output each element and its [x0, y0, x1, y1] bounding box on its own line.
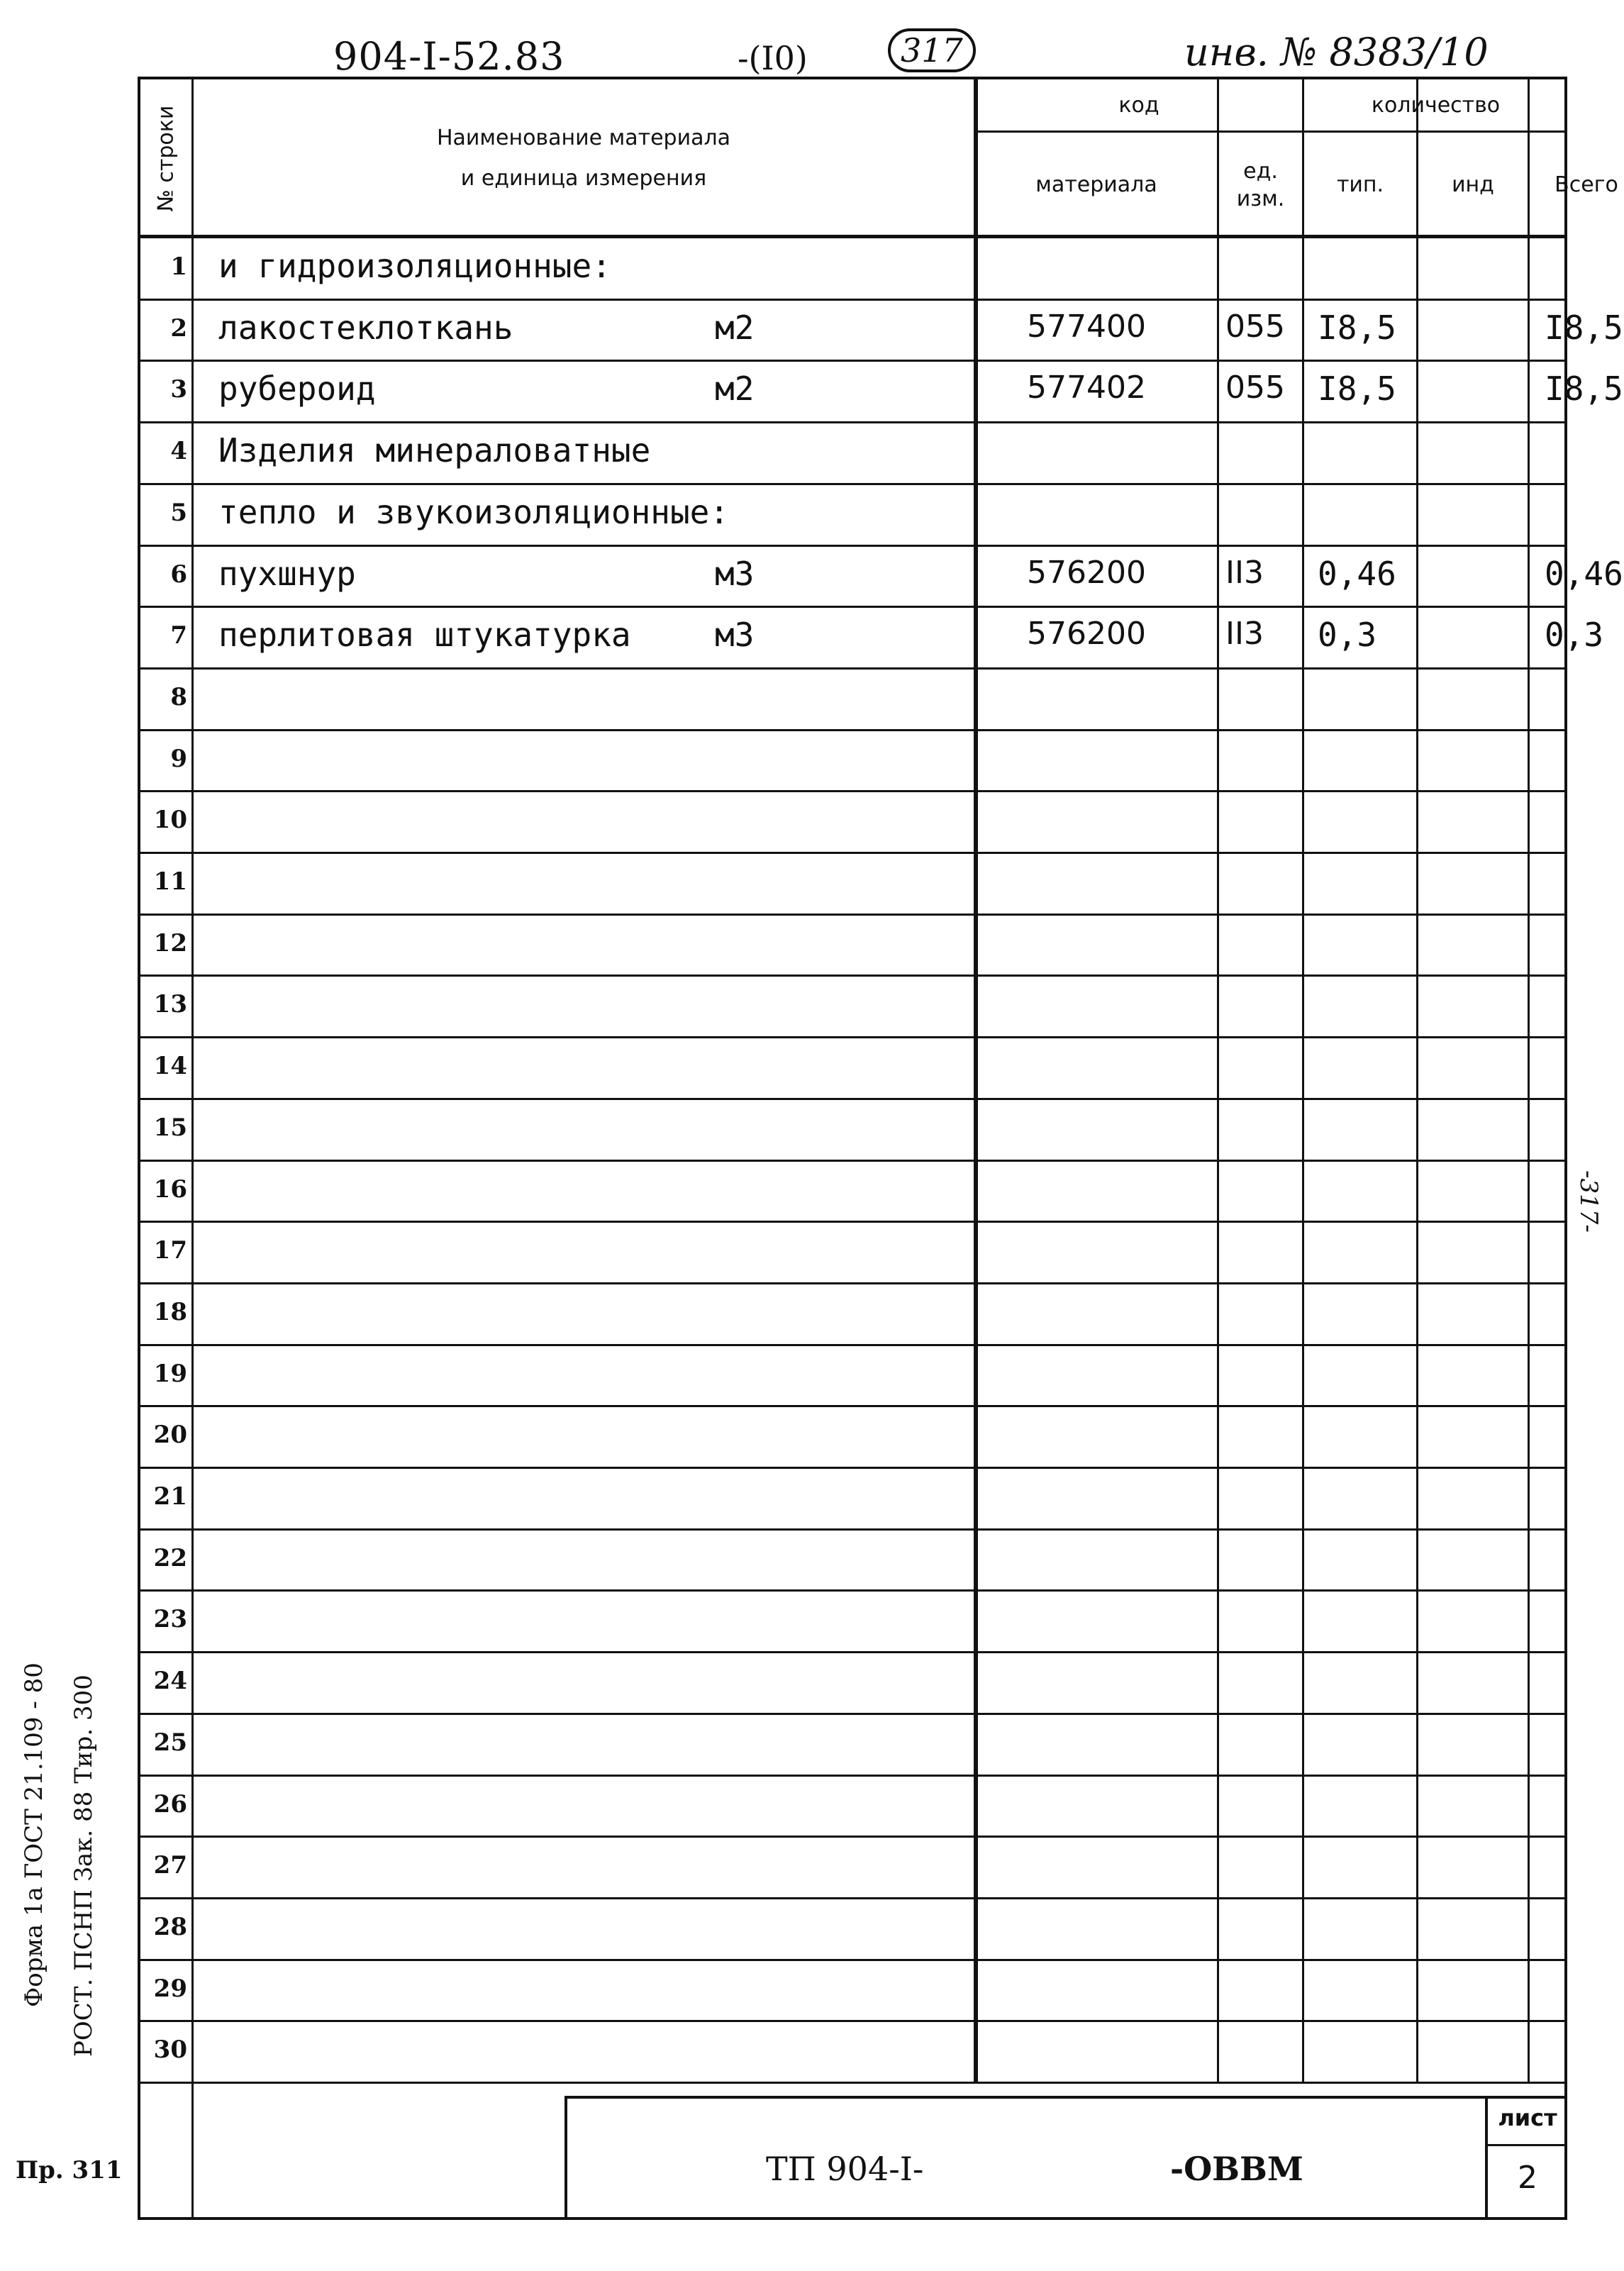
table-row — [140, 1098, 1567, 1160]
section-number: -(I0) — [738, 39, 808, 77]
row-number: 22 — [153, 1543, 187, 1572]
row-number: 5 — [170, 498, 187, 527]
quantity-total: 0,46 — [1545, 554, 1623, 593]
material-name: тепло и звукоизоляционные: — [218, 492, 730, 531]
row-number: 12 — [153, 928, 187, 957]
col-total-header: Всего — [1555, 172, 1618, 197]
table-row — [140, 1282, 1567, 1344]
table-row — [140, 1405, 1567, 1467]
col-typ-header: тип. — [1336, 172, 1384, 197]
table-row — [140, 545, 1623, 606]
table-row — [140, 1775, 1567, 1836]
table-row — [140, 606, 1604, 667]
print-note: РОСТ. ПСНП Зак. 88 Тир. 300 — [69, 1675, 98, 2057]
row-divider — [140, 2082, 1567, 2084]
quantity-total: I8,5 — [1545, 308, 1623, 347]
quantity-group-header: количество — [1371, 92, 1501, 118]
header-column-divider — [1528, 133, 1530, 237]
document-number: 904-I-52.83 — [333, 34, 565, 79]
quantity-typ: I8,5 — [1318, 308, 1396, 347]
table-row — [140, 790, 1567, 852]
material-name: перлитовая штукатурка — [218, 616, 631, 655]
material-code: 576200 — [1027, 616, 1146, 653]
table-row — [140, 852, 1567, 914]
table-row — [140, 1221, 1567, 1282]
material-unit: м2 — [715, 370, 755, 409]
quantity-typ: I8,5 — [1318, 370, 1396, 409]
table-row — [140, 1589, 1567, 1651]
sheet-label: лист — [1498, 2104, 1557, 2131]
table-row — [140, 975, 1567, 1036]
material-name: пухшнур — [218, 554, 356, 593]
row-number: 3 — [170, 375, 187, 404]
table-row — [140, 1467, 1567, 1528]
col-unit-code-header: ед. изм. — [1236, 158, 1285, 211]
margin-page-ref: Пр. 311 — [16, 2156, 123, 2184]
material-name: и гидроизоляционные: — [218, 247, 611, 285]
material-code: 577400 — [1027, 308, 1146, 345]
sheet-box — [1485, 2099, 1567, 2220]
row-number: 8 — [170, 682, 187, 711]
row-number: 11 — [153, 867, 187, 896]
table-row — [140, 1897, 1567, 1959]
unit-code: 055 — [1225, 370, 1285, 406]
quantity-typ: 0,3 — [1318, 616, 1377, 655]
table-row — [140, 1344, 1567, 1406]
row-number: 7 — [170, 621, 187, 650]
row-number: 26 — [153, 1789, 187, 1819]
row-number: 4 — [170, 437, 187, 466]
code-group-header: код — [1118, 92, 1159, 118]
title-block — [564, 2096, 1567, 2220]
table-row — [140, 483, 1567, 545]
row-number: 15 — [153, 1113, 187, 1142]
form-note: Форма 1а ГОСТ 21.109 - 80 — [20, 1662, 48, 2007]
table-row — [140, 1713, 1567, 1775]
header-column-divider — [1416, 133, 1418, 237]
row-number: 28 — [153, 1912, 187, 1941]
quantity-total: I8,5 — [1545, 370, 1623, 409]
circled-page-number: 317 — [888, 28, 976, 72]
col-material-code-header: материала — [1035, 172, 1157, 197]
row-number: 29 — [153, 1974, 187, 2003]
row-number: 13 — [153, 990, 187, 1019]
row-number: 17 — [153, 1236, 187, 1265]
material-unit: м3 — [715, 616, 755, 655]
table-row — [140, 360, 1623, 421]
table-row — [140, 667, 1567, 729]
row-number: 30 — [153, 2036, 187, 2065]
table-row — [140, 1160, 1567, 1221]
table-row — [140, 1651, 1567, 1713]
unit-code: II3 — [1225, 554, 1264, 591]
stamp-code: ТП 904-I- — [766, 2150, 924, 2188]
row-number: 10 — [153, 806, 187, 835]
table-row — [140, 1036, 1567, 1098]
material-name: Изделия минераловатные — [218, 431, 651, 470]
row-number: 2 — [170, 313, 187, 343]
material-code: 576200 — [1027, 554, 1146, 591]
row-number: 21 — [153, 1482, 187, 1511]
quantity-total: 0,3 — [1545, 616, 1604, 655]
row-number: 18 — [153, 1297, 187, 1326]
row-number: 27 — [153, 1851, 187, 1880]
table-row — [140, 1959, 1567, 2021]
row-number: 23 — [153, 1605, 187, 1634]
row-number: 19 — [153, 1359, 187, 1388]
table-row — [140, 299, 1623, 360]
row-number: 14 — [153, 1052, 187, 1081]
material-name: рубероид — [218, 370, 376, 409]
table-row — [140, 237, 1567, 299]
unit-code: 055 — [1225, 308, 1285, 345]
sheet-divider — [1488, 2144, 1567, 2146]
row-number: 16 — [153, 1175, 187, 1204]
header-column-divider — [1217, 133, 1219, 237]
row-number: 24 — [153, 1667, 187, 1696]
right-page-mark: -317- — [1574, 1170, 1603, 1233]
col-ind-header: инд — [1452, 172, 1494, 197]
row-number: 6 — [170, 560, 187, 589]
row-number: 20 — [153, 1421, 187, 1450]
unit-code: II3 — [1225, 616, 1264, 653]
material-unit: м3 — [715, 554, 755, 593]
table-row — [140, 1528, 1567, 1590]
row-number: 9 — [170, 744, 187, 773]
table-row — [140, 421, 1567, 483]
sheet-number: 2 — [1518, 2160, 1537, 2196]
inventory-number: инв. № 8383/10 — [1184, 30, 1489, 74]
col-row-number-header: № строки — [153, 105, 179, 211]
stamp-code-suffix: -ОВВМ — [1170, 2150, 1303, 2188]
material-code: 577402 — [1027, 370, 1146, 406]
row-number: 25 — [153, 1728, 187, 1757]
table-row — [140, 1836, 1567, 1897]
table-row — [140, 914, 1567, 975]
quantity-typ: 0,46 — [1318, 554, 1396, 593]
material-name: лакостеклоткань — [218, 308, 513, 347]
row-number: 1 — [170, 252, 187, 281]
col-name-header: Наименование материала и единица измерения — [436, 126, 731, 191]
table-row — [140, 729, 1567, 791]
material-unit: м2 — [715, 308, 755, 347]
table-row — [140, 2020, 1567, 2082]
